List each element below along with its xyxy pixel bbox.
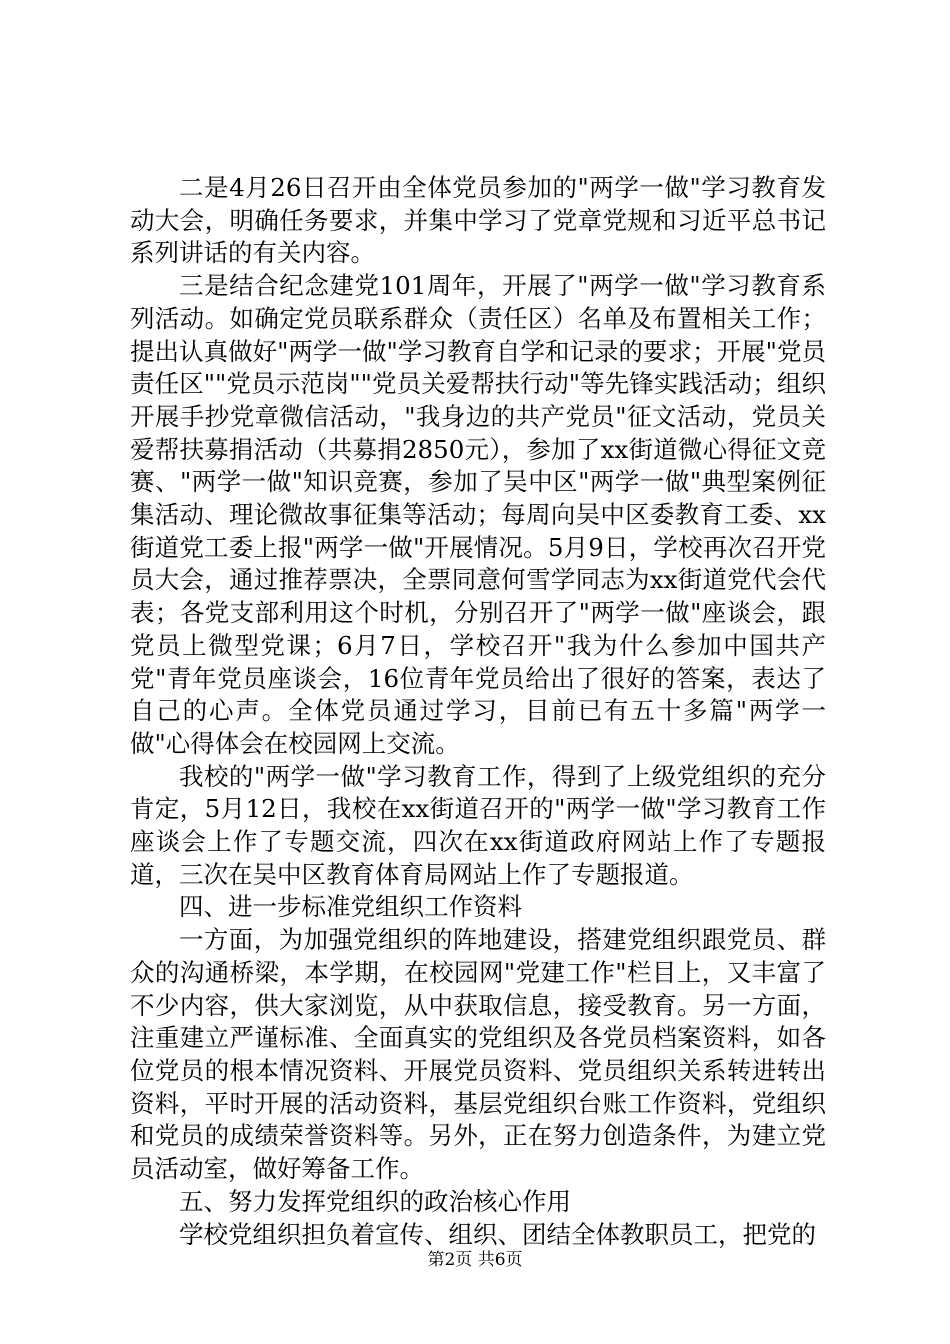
- paragraph-recognition: 我校的"两学一做"学习教育工作，得到了上级党组织的充分肯定，5月12日，我校在xx街道召开的"两学一做"学习教育工作座谈会上作了专题交流，四次在xx街道政府网站上作了专题报道，三次在吴中区教育体育局网站上作了专题报道。: [130, 761, 826, 889]
- section-heading-4: 四、进一步标准党组织工作资料: [179, 892, 522, 922]
- paragraph-materials: 一方面，为加强党组织的阵地建设，搭建党组织跟党员、群众的沟通桥梁，本学期，在校园网"党建工作"栏目上，又丰富了不少内容，供大家浏览，从中获取信息，接受教育。另一方面，注重建立严谨标准、全面真实的党组织及各党员档案资料，如各位党员的根本情况资料、开展党员资料、党员组织关系转进转出资料，平时开展的活动资料，基层党组织台账工作资料，党组织和党员的成绩荣誉资料等。另外，正在努力创造条件，为建立党员活动室，做好筹备工作。: [130, 925, 826, 1184]
- document-body: [130, 172, 826, 1251]
- paragraph-meeting: 二是4月26日召开由全体党员参加的"两学一做"学习教育发动大会，明确任务要求，并集中学习了党章党规和习近平总书记系列讲话的有关内容。: [130, 173, 826, 268]
- paragraph-core-role: 学校党组织担负着宣传、组织、团结全体教职员工，把党的: [179, 1219, 816, 1249]
- paragraph-activities: 三是结合纪念建党101周年，开展了"两学一做"学习教育系列活动。如确定党员联系群众（责任区）名单及布置相关工作；提出认真做好"两学一做"学习教育自学和记录的要求；开展"党员责任区""党员示范岗""党员关爱帮扶行动"等先锋实践活动；组织开展手抄党章微信活动，"我身边的共产党员"征文活动，党员关爱帮扶募捐活动（共募捐2850元），参加了xx街道微心得征文竞赛、"两学一做"知识竞赛，参加了吴中区"两学一做"典型案例征集活动、理论微故事征集等活动；每周向吴中区委教育工委、xx街道党工委上报"两学一做"开展情况。5月9日，学校再次召开党员大会，通过推荐票决，全票同意何雪学同志为xx街道党代会代表；各党支部利用这个时机，分别召开了"两学一做"座谈会，跟党员上微型党课；6月7日，学校召开"我为什么参加中国共产党"青年党员座谈会，16位青年党员给出了很好的答案，表达了自己的心声。全体党员通过学习，目前已有五十多篇"两学一做"心得体会在校园网上交流。: [130, 271, 826, 758]
- page-footer: 第2页 共6页: [427, 1250, 523, 1270]
- section-heading-5: 五、努力发挥党组织的政治核心作用: [179, 1186, 571, 1216]
